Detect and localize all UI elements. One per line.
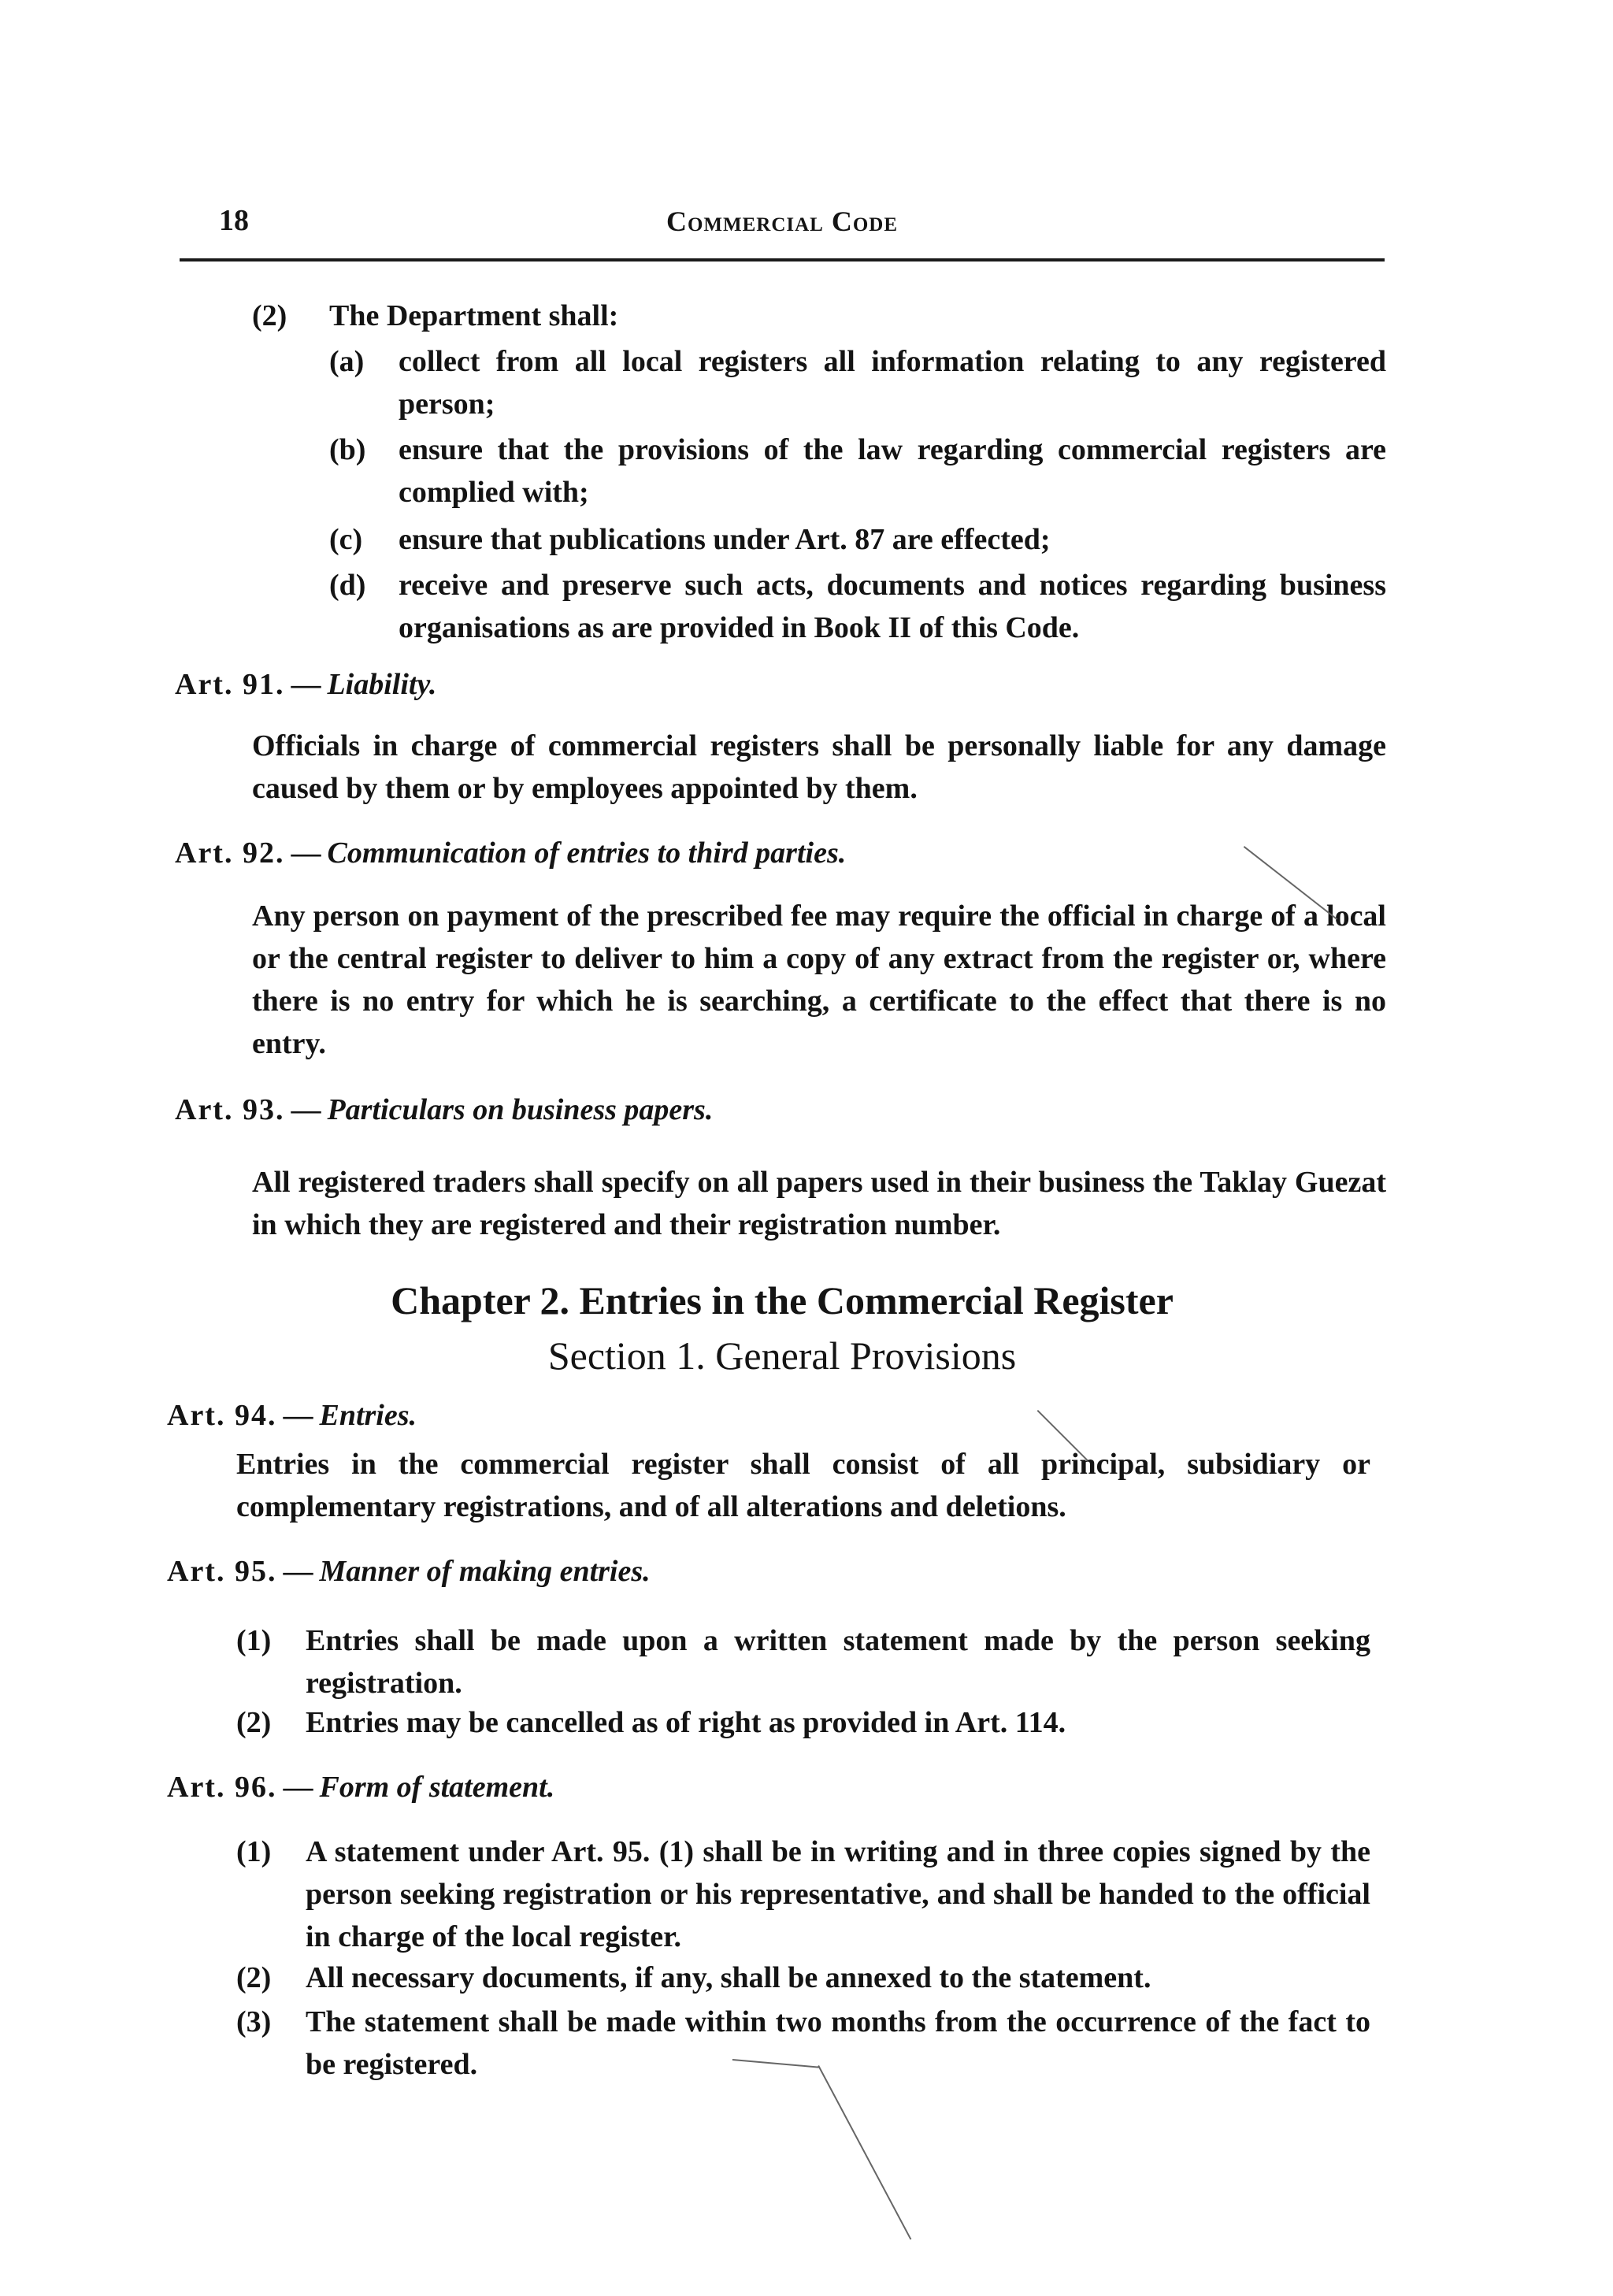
article-number: Art. 94. bbox=[167, 1399, 277, 1432]
item-mark: (a) bbox=[329, 345, 365, 378]
article-title: Manner of making entries. bbox=[319, 1555, 651, 1588]
item-text: Entries may be cancelled as of right as provided in Art. 114. bbox=[306, 1706, 1066, 1739]
article-heading-93 bbox=[175, 1089, 713, 1131]
item-mark: (1) bbox=[236, 1624, 272, 1657]
dash: — bbox=[283, 1399, 313, 1432]
header-rule bbox=[180, 258, 1385, 261]
list-item bbox=[236, 1957, 1370, 1999]
list-item bbox=[329, 564, 1386, 649]
article-body-92: Any person on payment of the prescribed fee may require the official in charge of a local or the central register to deliver to him a copy of any extract from the register or, where there is no entry for which he is searching, a certificate to the effect that there is no entry. bbox=[252, 899, 1386, 1060]
pencil-mark bbox=[818, 2065, 911, 2240]
department-clause bbox=[252, 295, 1386, 337]
article-heading-95 bbox=[167, 1550, 651, 1593]
article-title: Entries. bbox=[319, 1399, 417, 1432]
article-title: Liability. bbox=[327, 668, 437, 701]
list-item bbox=[329, 428, 1386, 514]
page-number: 18 bbox=[219, 204, 249, 237]
list-item bbox=[329, 518, 1386, 561]
article-heading-92 bbox=[175, 832, 846, 874]
item-text: All necessary documents, if any, shall be annexed to the statement. bbox=[306, 1961, 1151, 1994]
dash: — bbox=[291, 668, 321, 701]
item-mark: (1) bbox=[236, 1835, 272, 1868]
list-item bbox=[236, 1830, 1370, 1958]
list-item bbox=[236, 2001, 1370, 2086]
item-mark: (d) bbox=[329, 569, 366, 602]
article-heading-94 bbox=[167, 1394, 417, 1437]
item-mark: (2) bbox=[236, 1706, 272, 1739]
chapter-title: Chapter 2. Entries in the Commercial Register bbox=[391, 1278, 1174, 1322]
article-heading-91 bbox=[175, 663, 436, 706]
article-body-94: Entries in the commercial register shall consist of all principal, subsidiary or complementary registrations, and of all alterations and deletions. bbox=[236, 1448, 1370, 1523]
item-text: receive and preserve such acts, documents and notices regarding business organisations as are provided in Book II of this Code. bbox=[399, 569, 1386, 644]
clause-text: The Department shall: bbox=[329, 299, 619, 332]
clause-label: (2) bbox=[252, 299, 287, 332]
item-text: The statement shall be made within two months from the occurrence of the fact to be registered. bbox=[306, 2005, 1370, 2081]
article-number: Art. 92. bbox=[175, 836, 285, 870]
section-title: Section 1. General Provisions bbox=[547, 1333, 1017, 1378]
article-body-91: Officials in charge of commercial registers shall be personally liable for any damage caused by them or by employees appointed by them. bbox=[252, 729, 1386, 805]
article-number: Art. 96. bbox=[167, 1771, 277, 1804]
list-item bbox=[236, 1619, 1370, 1704]
article-body-93: All registered traders shall specify on all papers used in their business the Taklay Guezat in which they are registered and their registration number. bbox=[252, 1166, 1386, 1241]
item-text: ensure that the provisions of the law regarding commercial registers are complied with; bbox=[399, 433, 1386, 509]
article-heading-96 bbox=[167, 1766, 554, 1808]
dash: — bbox=[291, 836, 321, 870]
article-number: Art. 95. bbox=[167, 1555, 277, 1588]
article-title: Communication of entries to third parties. bbox=[327, 836, 847, 870]
page-header bbox=[180, 203, 1385, 243]
item-mark: (2) bbox=[236, 1961, 272, 1994]
item-text: A statement under Art. 95. (1) shall be in writing and in three copies signed by the person seeking registration or his representative, and shall be handed to the official in charge of the local register. bbox=[306, 1835, 1370, 1953]
item-text: Entries shall be made upon a written statement made by the person seeking registration. bbox=[306, 1624, 1370, 1700]
item-mark: (c) bbox=[329, 523, 363, 556]
list-item bbox=[236, 1701, 1370, 1744]
item-text: ensure that publications under Art. 87 are effected; bbox=[399, 523, 1051, 556]
dash: — bbox=[283, 1555, 313, 1588]
running-title: Commercial Code bbox=[666, 206, 899, 237]
list-item bbox=[329, 340, 1386, 425]
item-text: collect from all local registers all information relating to any registered person; bbox=[399, 345, 1386, 421]
dash: — bbox=[291, 1093, 321, 1126]
article-title: Form of statement. bbox=[319, 1771, 555, 1804]
article-number: Art. 91. bbox=[175, 668, 285, 701]
article-title: Particulars on business papers. bbox=[327, 1093, 714, 1126]
dash: — bbox=[283, 1771, 313, 1804]
item-mark: (3) bbox=[236, 2005, 272, 2038]
item-mark: (b) bbox=[329, 433, 366, 466]
article-number: Art. 93. bbox=[175, 1093, 285, 1126]
